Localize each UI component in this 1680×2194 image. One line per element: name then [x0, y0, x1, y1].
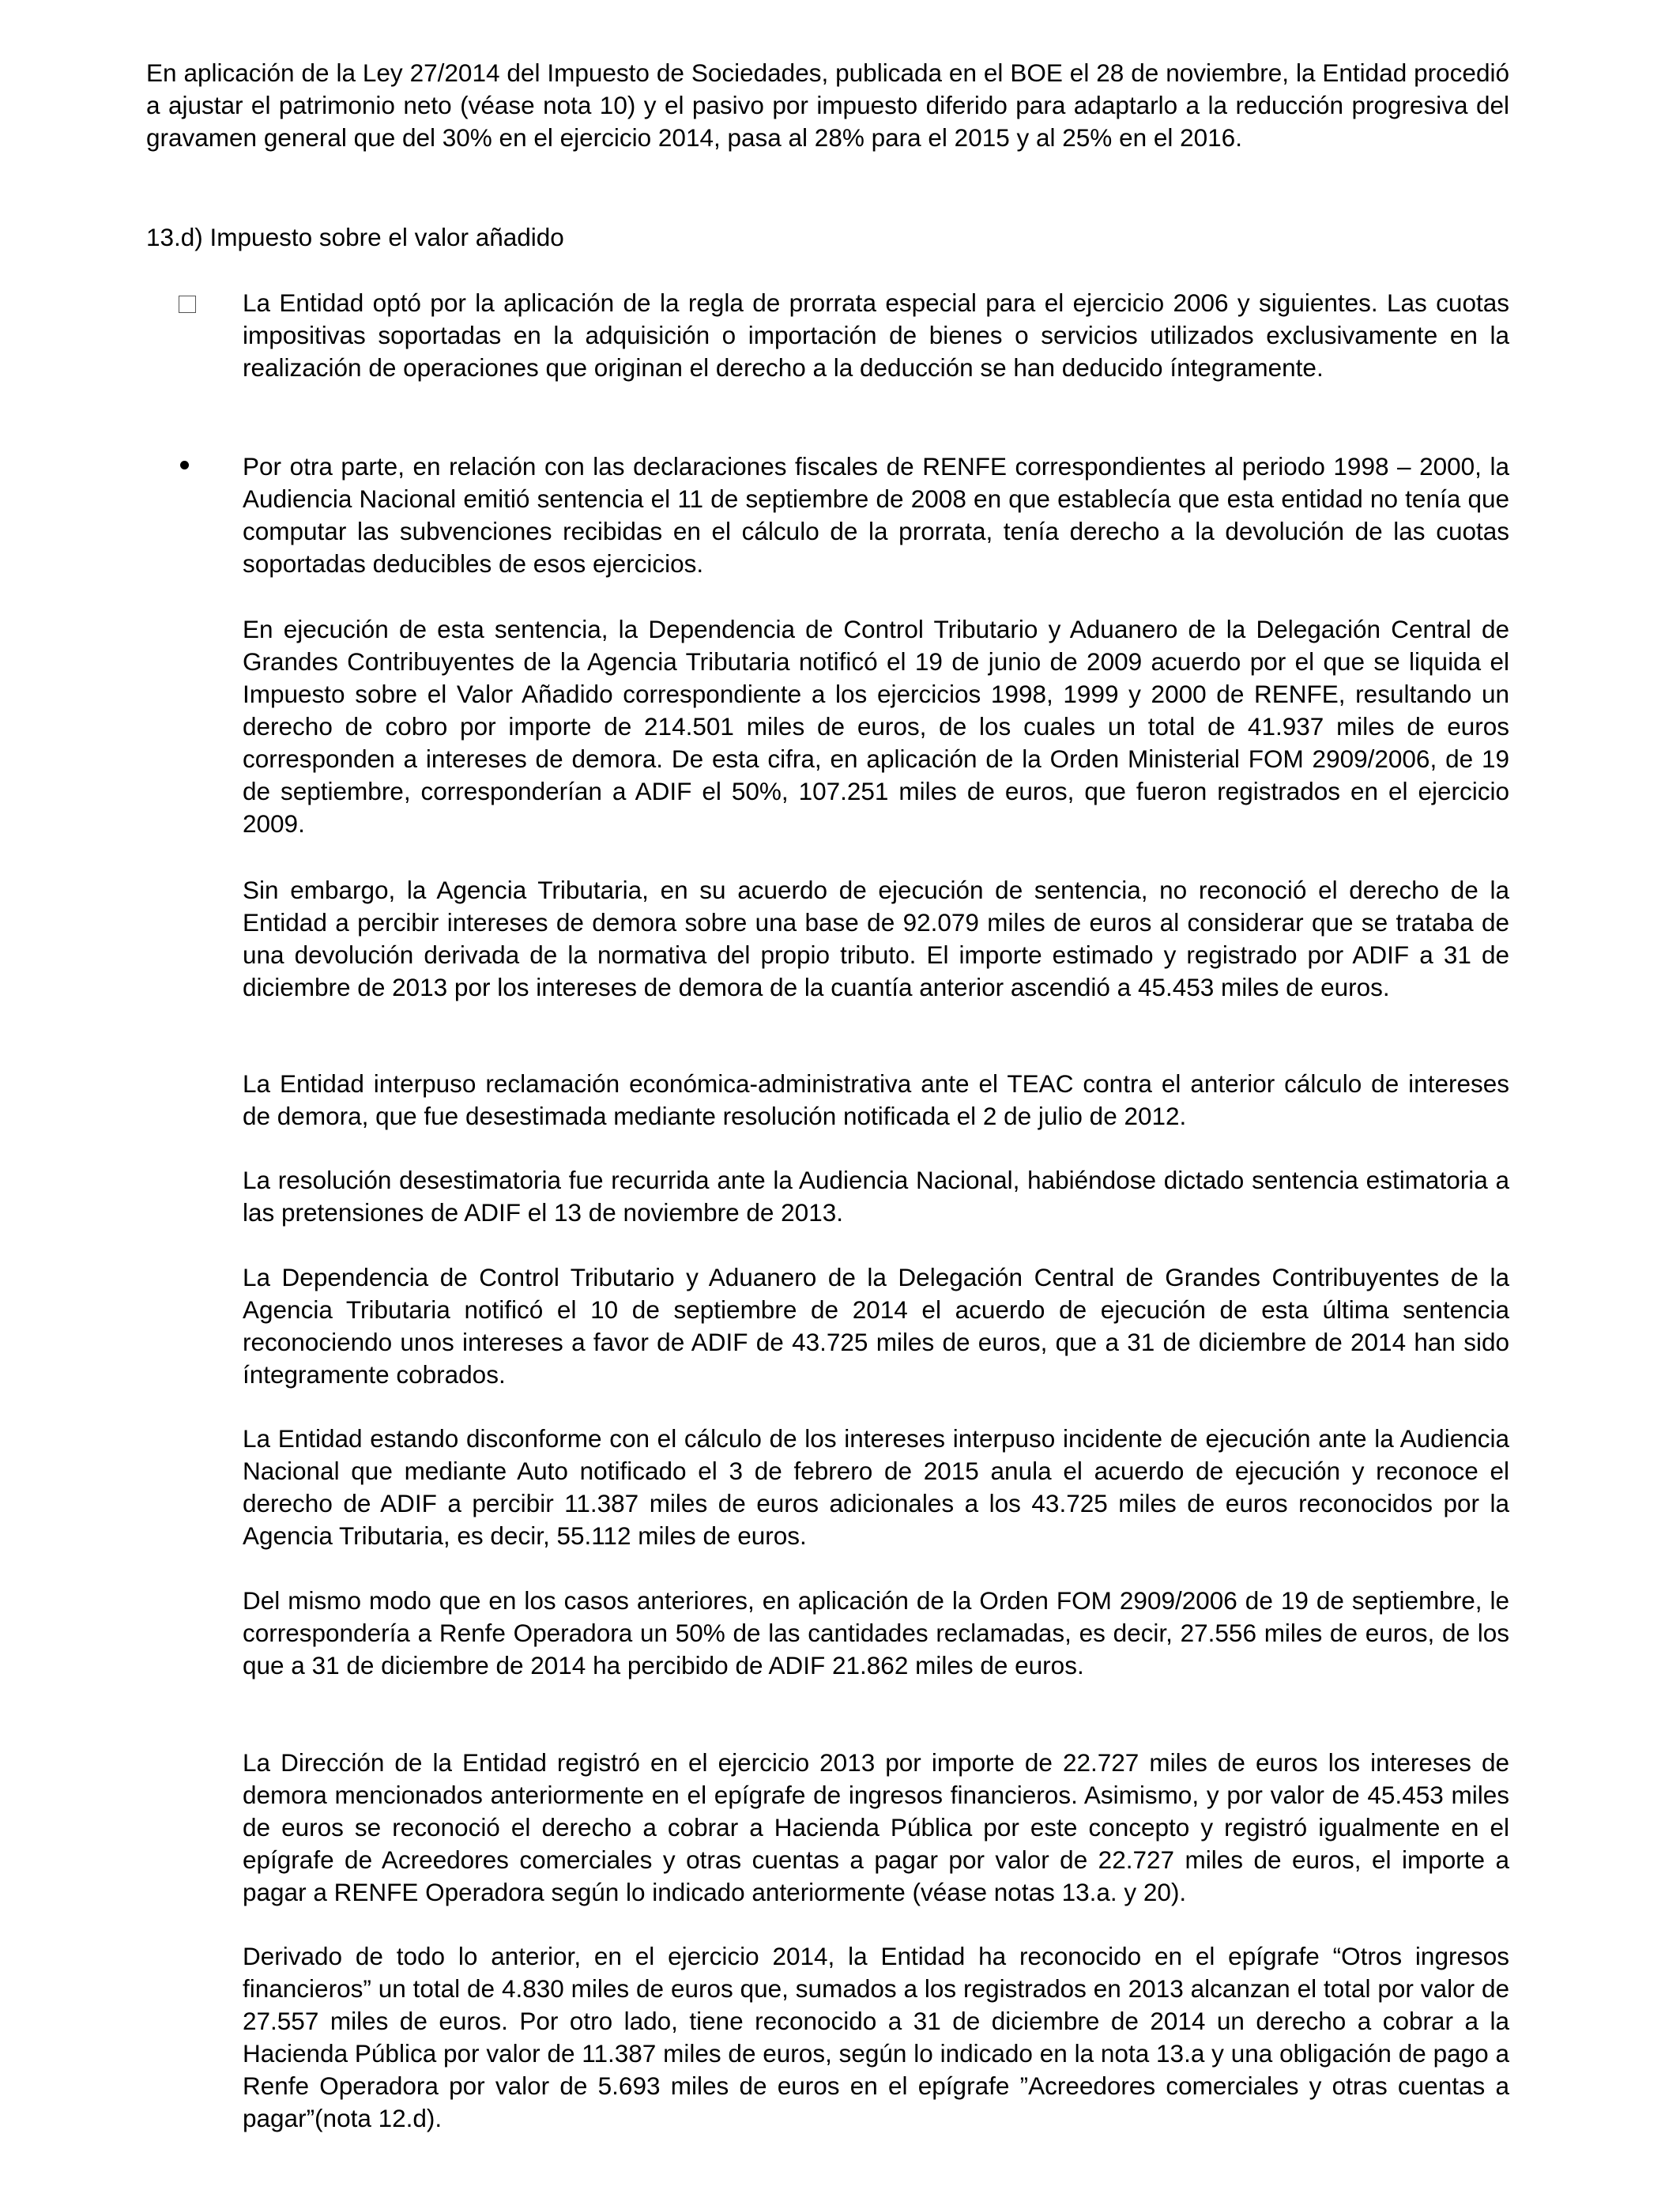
list-item-audiencia: Por otra parte, en relación con las declaraciones fiscales de RENFE correspondientes al periodo 1998 – 2000, la Audiencia Nacional emitió sentencia el 11 de septiembre de 2008 en que establecía que esta entidad no tenía que computar las subvenciones recibidas en el cálculo de la prorrata, tenía derecho a la devolución de las cuotas soportadas deducibles de esos ejercicios. [243, 452, 1509, 578]
paragraph-direccion: La Dirección de la Entidad registró en el ejercicio 2013 por importe de 22.727 miles de euros los intereses de demora mencionados anteriormente en el epígrafe de ingresos financieros. Asimismo, y por valor de 45.453 miles de euros se reconoció el derecho a cobrar a Hacienda Pública por este concepto y registró igualmente en el epígrafe de Acreedores comerciales y otras cuentas a pagar por valor de 22.727 miles de euros, el importe a pagar a RENFE Operadora según lo indicado anteriormente (véase notas 13.a. y 20). [243, 1748, 1509, 1906]
list-item-prorrata: La Entidad optó por la aplicación de la regla de prorrata especial para el ejercicio 2006 y siguientes. Las cuotas impositivas soportadas en la adquisición o importación de bienes o servicios utilizados exclusivamente en la realización de operaciones que originan el derecho a la deducción se han deducido íntegramente. [243, 288, 1509, 382]
paragraph-reclamacion: La Entidad interpuso reclamación económica-administrativa ante el TEAC contra el anterior cálculo de intereses de demora, que fue desestimada mediante resolución notificada el 2 de julio de 2012. [243, 1069, 1509, 1130]
paragraph-disconforme: La Entidad estando disconforme con el cálculo de los intereses interpuso incidente de ejecución ante la Audiencia Nacional que mediante Auto notificado el 3 de febrero de 2015 anula el acuerdo de ejecución y reconoce el derecho de ADIF a percibir 11.387 miles de euros adicionales a los 43.725 miles de euros reconocidos por la Agencia Tributaria, es decir, 55.112 miles de euros. [243, 1424, 1509, 1550]
section-heading: 13.d) Impuesto sobre el valor añadido [146, 223, 564, 251]
paragraph-mismo-modo: Del mismo modo que en los casos anteriores, en aplicación de la Orden FOM 2909/2006 de 19 de septiembre, le correspondería a Renfe Operadora un 50% de las cantidades reclamadas, es decir, 27.556 miles de euros, de los que a 31 de diciembre de 2014 ha percibido de ADIF 21.862 miles de euros. [243, 1586, 1509, 1679]
round-bullet-icon [180, 461, 189, 469]
paragraph-dependencia: La Dependencia de Control Tributario y Aduanero de la Delegación Central de Grandes Contribuyentes de la Agencia Tributaria notificó el 10 de septiembre de 2014 el acuerdo de ejecución de esta última sentencia reconociendo unos intereses a favor de ADIF de 43.725 miles de euros, que a 31 de diciembre de 2014 han sido íntegramente cobrados. [243, 1263, 1509, 1389]
paragraph-derivado: Derivado de todo lo anterior, en el ejercicio 2014, la Entidad ha reconocido en el epígrafe “Otros ingresos financieros” un total de 4.830 miles de euros que, sumados a los registrados en 2013 alcanzan el total por valor de 27.557 miles de euros. Por otro lado, tiene reconocido a 31 de diciembre de 2014 un derecho a cobrar a la Hacienda Pública por valor de 11.387 miles de euros, según lo indicado en la nota 13.a y una obligación de pago a Renfe Operadora por valor de 5.693 miles de euros en el epígrafe ”Acreedores comerciales y otras cuentas a pagar”(nota 12.d). [243, 1942, 1509, 2132]
paragraph-sin-embargo: Sin embargo, la Agencia Tributaria, en su acuerdo de ejecución de sentencia, no reconoció el derecho de la Entidad a percibir intereses de demora sobre una base de 92.079 miles de euros al considerar que se trataba de una devolución derivada de la normativa del propio tributo. El importe estimado y registrado por ADIF a 31 de diciembre de 2013 por los intereses de demora de la cuantía anterior ascendió a 45.453 miles de euros. [243, 876, 1509, 1001]
intro-paragraph: En aplicación de la Ley 27/2014 del Impuesto de Sociedades, publicada en el BOE el 28 de noviembre, la Entidad procedió a ajustar el patrimonio neto (véase nota 10) y el pasivo por impuesto diferido para adaptarlo a la reducción progresiva del gravamen general que del 30% en el ejercicio 2014, pasa al 28% para el 2015 y al 25% en el 2016. [146, 58, 1509, 152]
paragraph-ejecucion: En ejecución de esta sentencia, la Dependencia de Control Tributario y Aduanero de la Delegación Central de Grandes Contribuyentes de la Agencia Tributaria notificó el 19 de junio de 2009 acuerdo por el que se liquida el Impuesto sobre el Valor Añadido correspondiente a los ejercicios 1998, 1999 y 2000 de RENFE, resultando un derecho de cobro por importe de 214.501 miles de euros, de los cuales un total de 41.937 miles de euros corresponden a intereses de demora. De esta cifra, en aplicación de la Orden Ministerial FOM 2909/2006, de 19 de septiembre, corresponderían a ADIF el 50%, 107.251 miles de euros, que fueron registrados en el ejercicio 2009. [243, 615, 1509, 838]
paragraph-resolucion: La resolución desestimatoria fue recurrida ante la Audiencia Nacional, habiéndose dictado sentencia estimatoria a las pretensiones de ADIF el 13 de noviembre de 2013. [243, 1166, 1509, 1227]
square-bullet-icon [179, 296, 196, 313]
